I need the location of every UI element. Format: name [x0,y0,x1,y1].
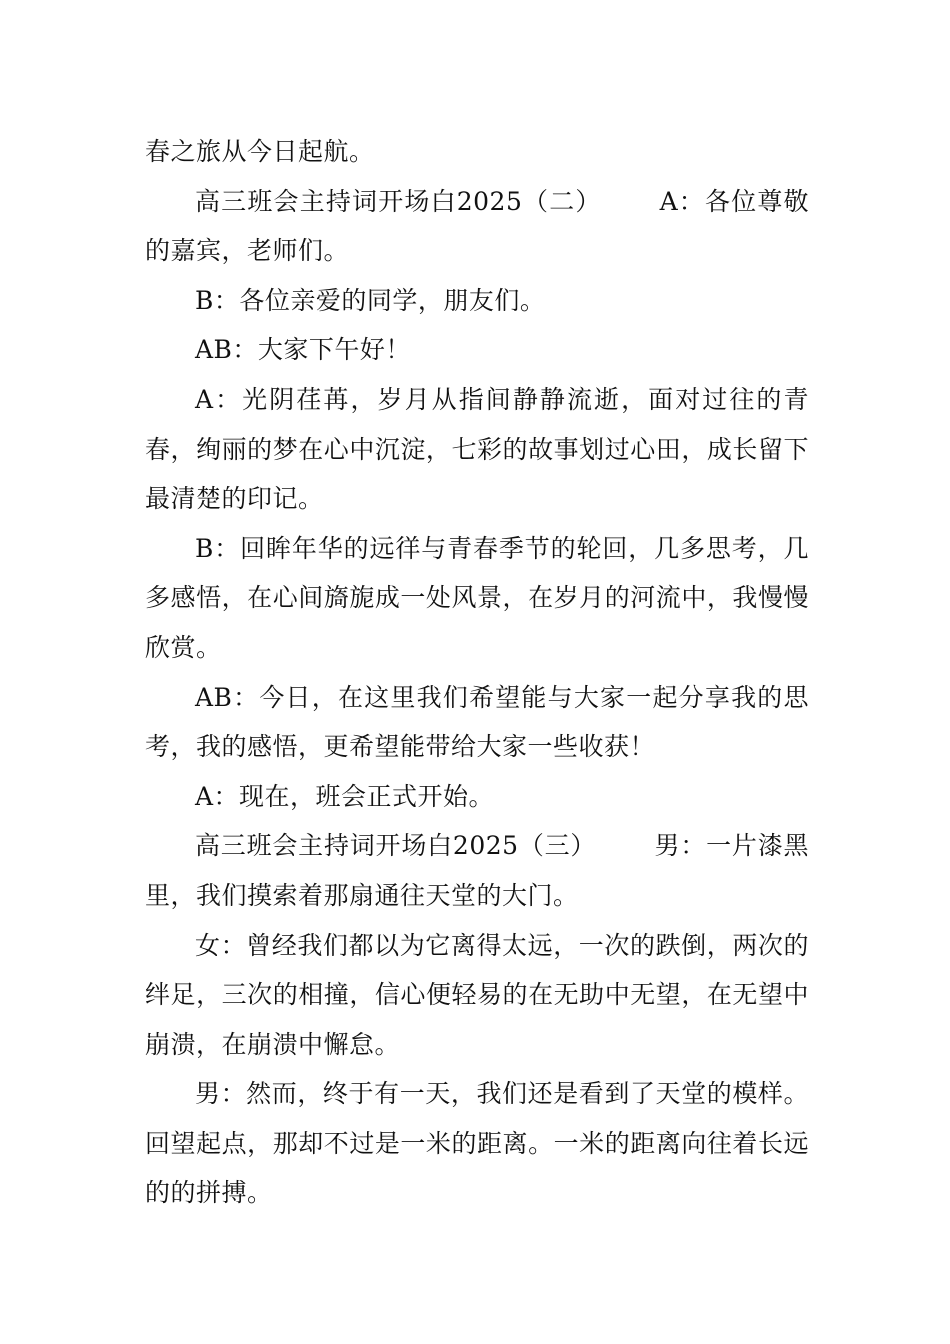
paragraph: 男：然而，终于有一天，我们还是看到了天堂的模样。回望起点，那却不过是一米的距离。一米的距离向往着长远的的拼搏。 [145,1079,809,1208]
paragraph: AB：大家下午好！ [195,335,411,365]
section-heading: 高三班会主持词开场白2025（二） [195,186,602,216]
document-body [145,127,809,1218]
paragraph: 女：曾经我们都以为它离得太远，一次的跌倒，两次的绊足，三次的相撞，信心便轻易的在无助中无望，在无望中崩溃，在崩溃中懈怠。 [145,930,809,1059]
paragraph-with-heading [145,821,809,920]
paragraph-text: 男：一片漆黑里，我们摸索着那扇通往天堂的大门。 [145,831,809,910]
section-heading: 高三班会主持词开场白2025（三） [195,831,597,861]
paragraph: A：现在，班会正式开始。 [195,781,495,811]
paragraph-text: A：各位尊敬的嘉宾，老师们。 [145,186,810,266]
paragraph: A：光阴荏苒，岁月从指间静静流逝，面对过往的青春，绚丽的梦在心中沉淀，七彩的故事划过心田，成长留下最清楚的印记。 [145,384,809,514]
paragraph: 春之旅从今日起航。 [145,137,375,166]
paragraph-with-heading [145,177,809,276]
paragraph: B：各位亲爱的同学，朋友们。 [195,285,546,315]
paragraph: B：回眸年华的远徉与青春季节的轮回，几多思考，几多感悟，在心间旖旎成一处风景，在岁月的河流中，我慢慢欣赏。 [145,533,809,662]
paragraph: AB：今日，在这里我们希望能与大家一起分享我的思考，我的感悟，更希望能带给大家一些收获！ [145,682,809,762]
